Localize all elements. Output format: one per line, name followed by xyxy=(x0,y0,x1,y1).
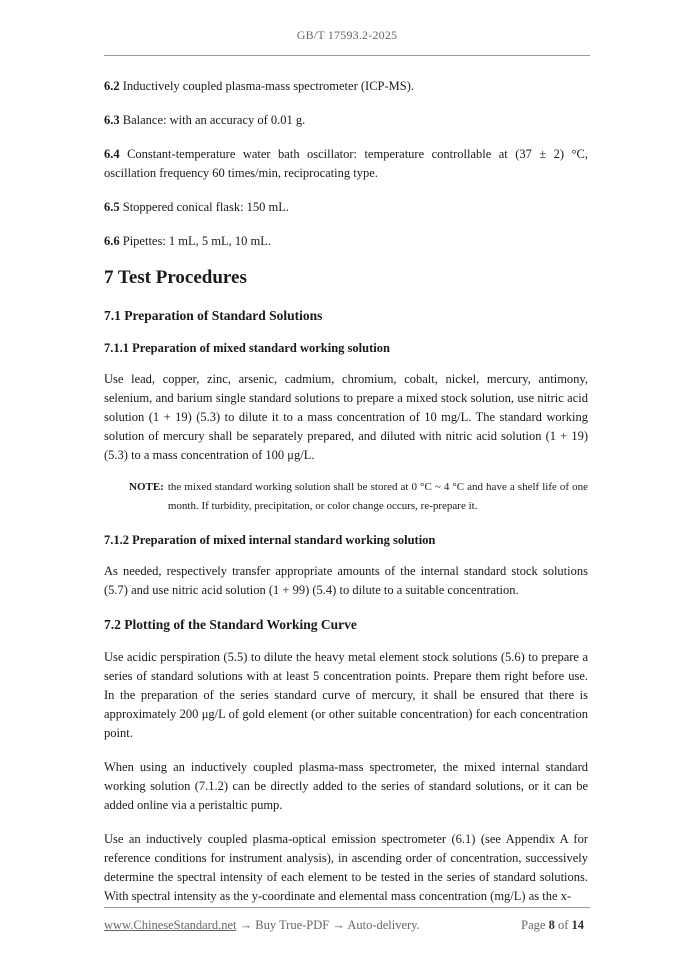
paragraph-text: Stoppered conical flask: 150 mL. xyxy=(119,200,290,214)
paragraph xyxy=(104,145,588,183)
paragraph xyxy=(104,198,588,217)
note-label: NOTE: xyxy=(129,481,164,493)
page-word: Page xyxy=(521,918,546,932)
section-heading: 7 Test Procedures xyxy=(104,267,247,288)
clause-heading: 7.1.1 Preparation of mixed standard working solution xyxy=(104,341,390,355)
clause-number: 6.5 xyxy=(104,200,120,214)
paragraph xyxy=(104,562,588,600)
paragraph-text: Pipettes: 1 mL, 5 mL, 10 mL. xyxy=(119,234,272,248)
paragraph xyxy=(104,370,588,465)
arrow-right-icon: → xyxy=(332,918,345,932)
clause-number: 6.4 xyxy=(104,147,120,161)
paragraph-text: Inductively coupled plasma-mass spectrometer (ICP-MS). xyxy=(119,79,414,93)
page-number xyxy=(521,918,584,933)
note-block xyxy=(129,478,588,516)
paragraph xyxy=(104,758,588,815)
paragraph-text: Constant-temperature water bath oscillator: temperature controllable at (37 ± 2) °C, oscillation frequency 60 times/min, reciprocating type. xyxy=(104,147,588,180)
paragraph-text: Use an inductively coupled plasma-optical emission spectrometer (6.1) (see Appendix A for reference conditions for instrument analysis), in ascending order of concentration, successively determine the spectral intensity of each element to be tested in the series of standard solutions. With spectral intensity as the y-coordinate and elemental mass concentration (mg/L) as the x- xyxy=(104,832,588,903)
paragraph-text: Use acidic perspiration (5.5) to dilute the heavy metal element stock solutions (5.6) to prepare a series of standard solutions with at least 5 concentration points. Prepare them right before use. In the preparation of the series standard curve of mercury, it shall be ensured that there is approximately 200 μg/L of gold element (or other suitable concentration) for each concentration point. xyxy=(104,650,588,740)
document-header: GB/T 17593.2-2025 xyxy=(296,28,398,42)
subsection-heading: 7.2 Plotting of the Standard Working Curve xyxy=(104,617,357,632)
document-body xyxy=(104,77,588,921)
clause-number: 6.3 xyxy=(104,113,120,127)
note-text: the mixed standard working solution shall be stored at 0 °C ~ 4 °C and have a shelf life of one month. If turbidity, precipitation, or color change occurs, re-prepare it. xyxy=(167,481,588,512)
paragraph xyxy=(104,830,588,906)
clause-number: 6.6 xyxy=(104,234,120,248)
auto-delivery-text: Auto-delivery. xyxy=(347,918,420,932)
clause-heading: 7.1.2 Preparation of mixed internal standard working solution xyxy=(104,533,436,547)
paragraph-text: Balance: with an accuracy of 0.01 g. xyxy=(119,113,306,127)
footer-links xyxy=(104,918,420,933)
subsection-heading: 7.1 Preparation of Standard Solutions xyxy=(104,308,323,323)
header-divider xyxy=(104,55,590,56)
paragraph xyxy=(104,648,588,743)
paragraph xyxy=(104,77,588,96)
buy-pdf-text: Buy True-PDF xyxy=(255,918,330,932)
paragraph-text: When using an inductively coupled plasma-mass spectrometer, the mixed internal standard working solution (7.1.2) can be directly added to the series of standard solutions, or it can be added online via a peristaltic pump. xyxy=(104,760,588,812)
paragraph-text: Use lead, copper, zinc, arsenic, cadmium, chromium, cobalt, nickel, mercury, antimony, selenium, and barium single standard solutions to prepare a mixed stock solution, use nitric acid solution (1 + 19) (5.3) to dilute it to a mass concentration of 10 mg/L. The standard working solution of mercury shall be separately prepared, and diluted with nitric acid solution (1 + 19) (5.3) to a mass concentration of 100 μg/L. xyxy=(104,372,588,462)
site-link[interactable]: www.ChineseStandard.net xyxy=(104,918,237,932)
current-page-number: 8 xyxy=(548,918,555,932)
total-page-number: 14 xyxy=(571,918,584,932)
footer-divider xyxy=(104,907,590,908)
of-word: of xyxy=(557,918,569,932)
clause-number: 6.2 xyxy=(104,79,120,93)
paragraph-text: As needed, respectively transfer appropriate amounts of the internal standard stock solutions (5.7) and use nitric acid solution (1 + 99) (5.4) to dilute to a suitable concentration. xyxy=(104,564,588,597)
arrow-right-icon: → xyxy=(239,918,253,932)
paragraph xyxy=(104,232,588,251)
paragraph xyxy=(104,111,588,130)
